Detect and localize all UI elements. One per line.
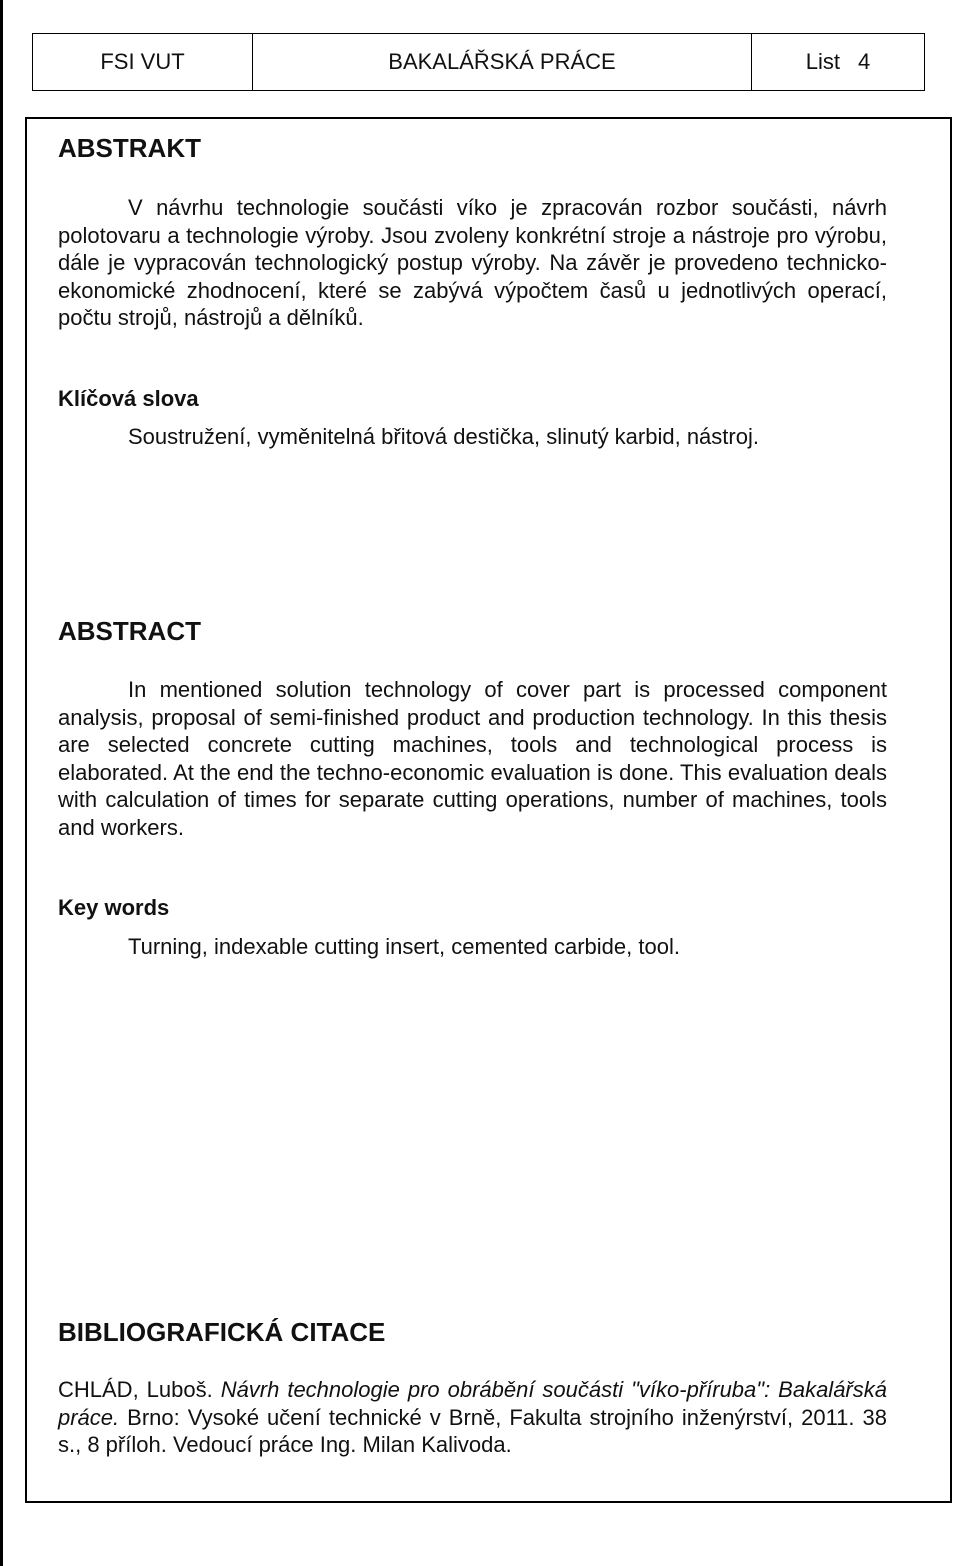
- header-faculty: FSI VUT: [33, 34, 253, 90]
- citation-text: [58, 1376, 887, 1459]
- header-page-cell: [752, 34, 924, 90]
- citation-title: Návrh technologie pro obrábění součásti "víko-příruba": Bakalářská práce.: [58, 1377, 887, 1430]
- key-words-heading: Key words: [58, 895, 170, 920]
- abstract-text: In mentioned solution technology of cover part is processed component analysis, proposal of semi-finished product and production technology. In this thesis are selected concrete cutting machines, tools and technological process is elaborated. At the end the techno-economic evaluation is done. This evaluation deals with calculation of times for separate cutting operations, number of machines, tools and workers.: [58, 677, 887, 840]
- abstract-heading: ABSTRACT: [58, 616, 201, 646]
- header-thesis-type: BAKALÁŘSKÁ PRÁCE: [253, 34, 752, 90]
- citation-author: CHLÁD, Luboš.: [58, 1377, 213, 1402]
- abstrakt-heading: ABSTRAKT: [58, 133, 201, 163]
- page-header: [32, 33, 925, 91]
- key-words-text: Turning, indexable cutting insert, cemented carbide, tool.: [128, 934, 680, 959]
- klicova-slova-text: Soustružení, vyměnitelná břitová destička, slinutý karbid, nástroj.: [128, 424, 759, 449]
- header-page-label: List: [805, 49, 840, 74]
- citation-heading: BIBLIOGRAFICKÁ CITACE: [58, 1317, 386, 1347]
- klicova-slova-heading: Klíčová slova: [58, 386, 199, 411]
- header-page-number: 4: [858, 49, 871, 74]
- abstrakt-text: V návrhu technologie součásti víko je zpracován rozbor součásti, návrh polotovaru a technologie výroby. Jsou zvoleny konkrétní stroje a nástroje pro výrobu, dále je vypracován technologický postup výroby. Na závěr je provedeno technicko-ekonomické zhodnocení, které se zabývá výpočtem časů u jednotlivých operací, počtu strojů, nástrojů a dělníků.: [58, 195, 887, 330]
- citation-details: Brno: Vysoké učení technické v Brně, Fakulta strojního inženýrství, 2011. 38 s., 8 příloh. Vedoucí práce Ing. Milan Kalivoda.: [58, 1404, 887, 1457]
- page-border-left: [0, 0, 3, 1566]
